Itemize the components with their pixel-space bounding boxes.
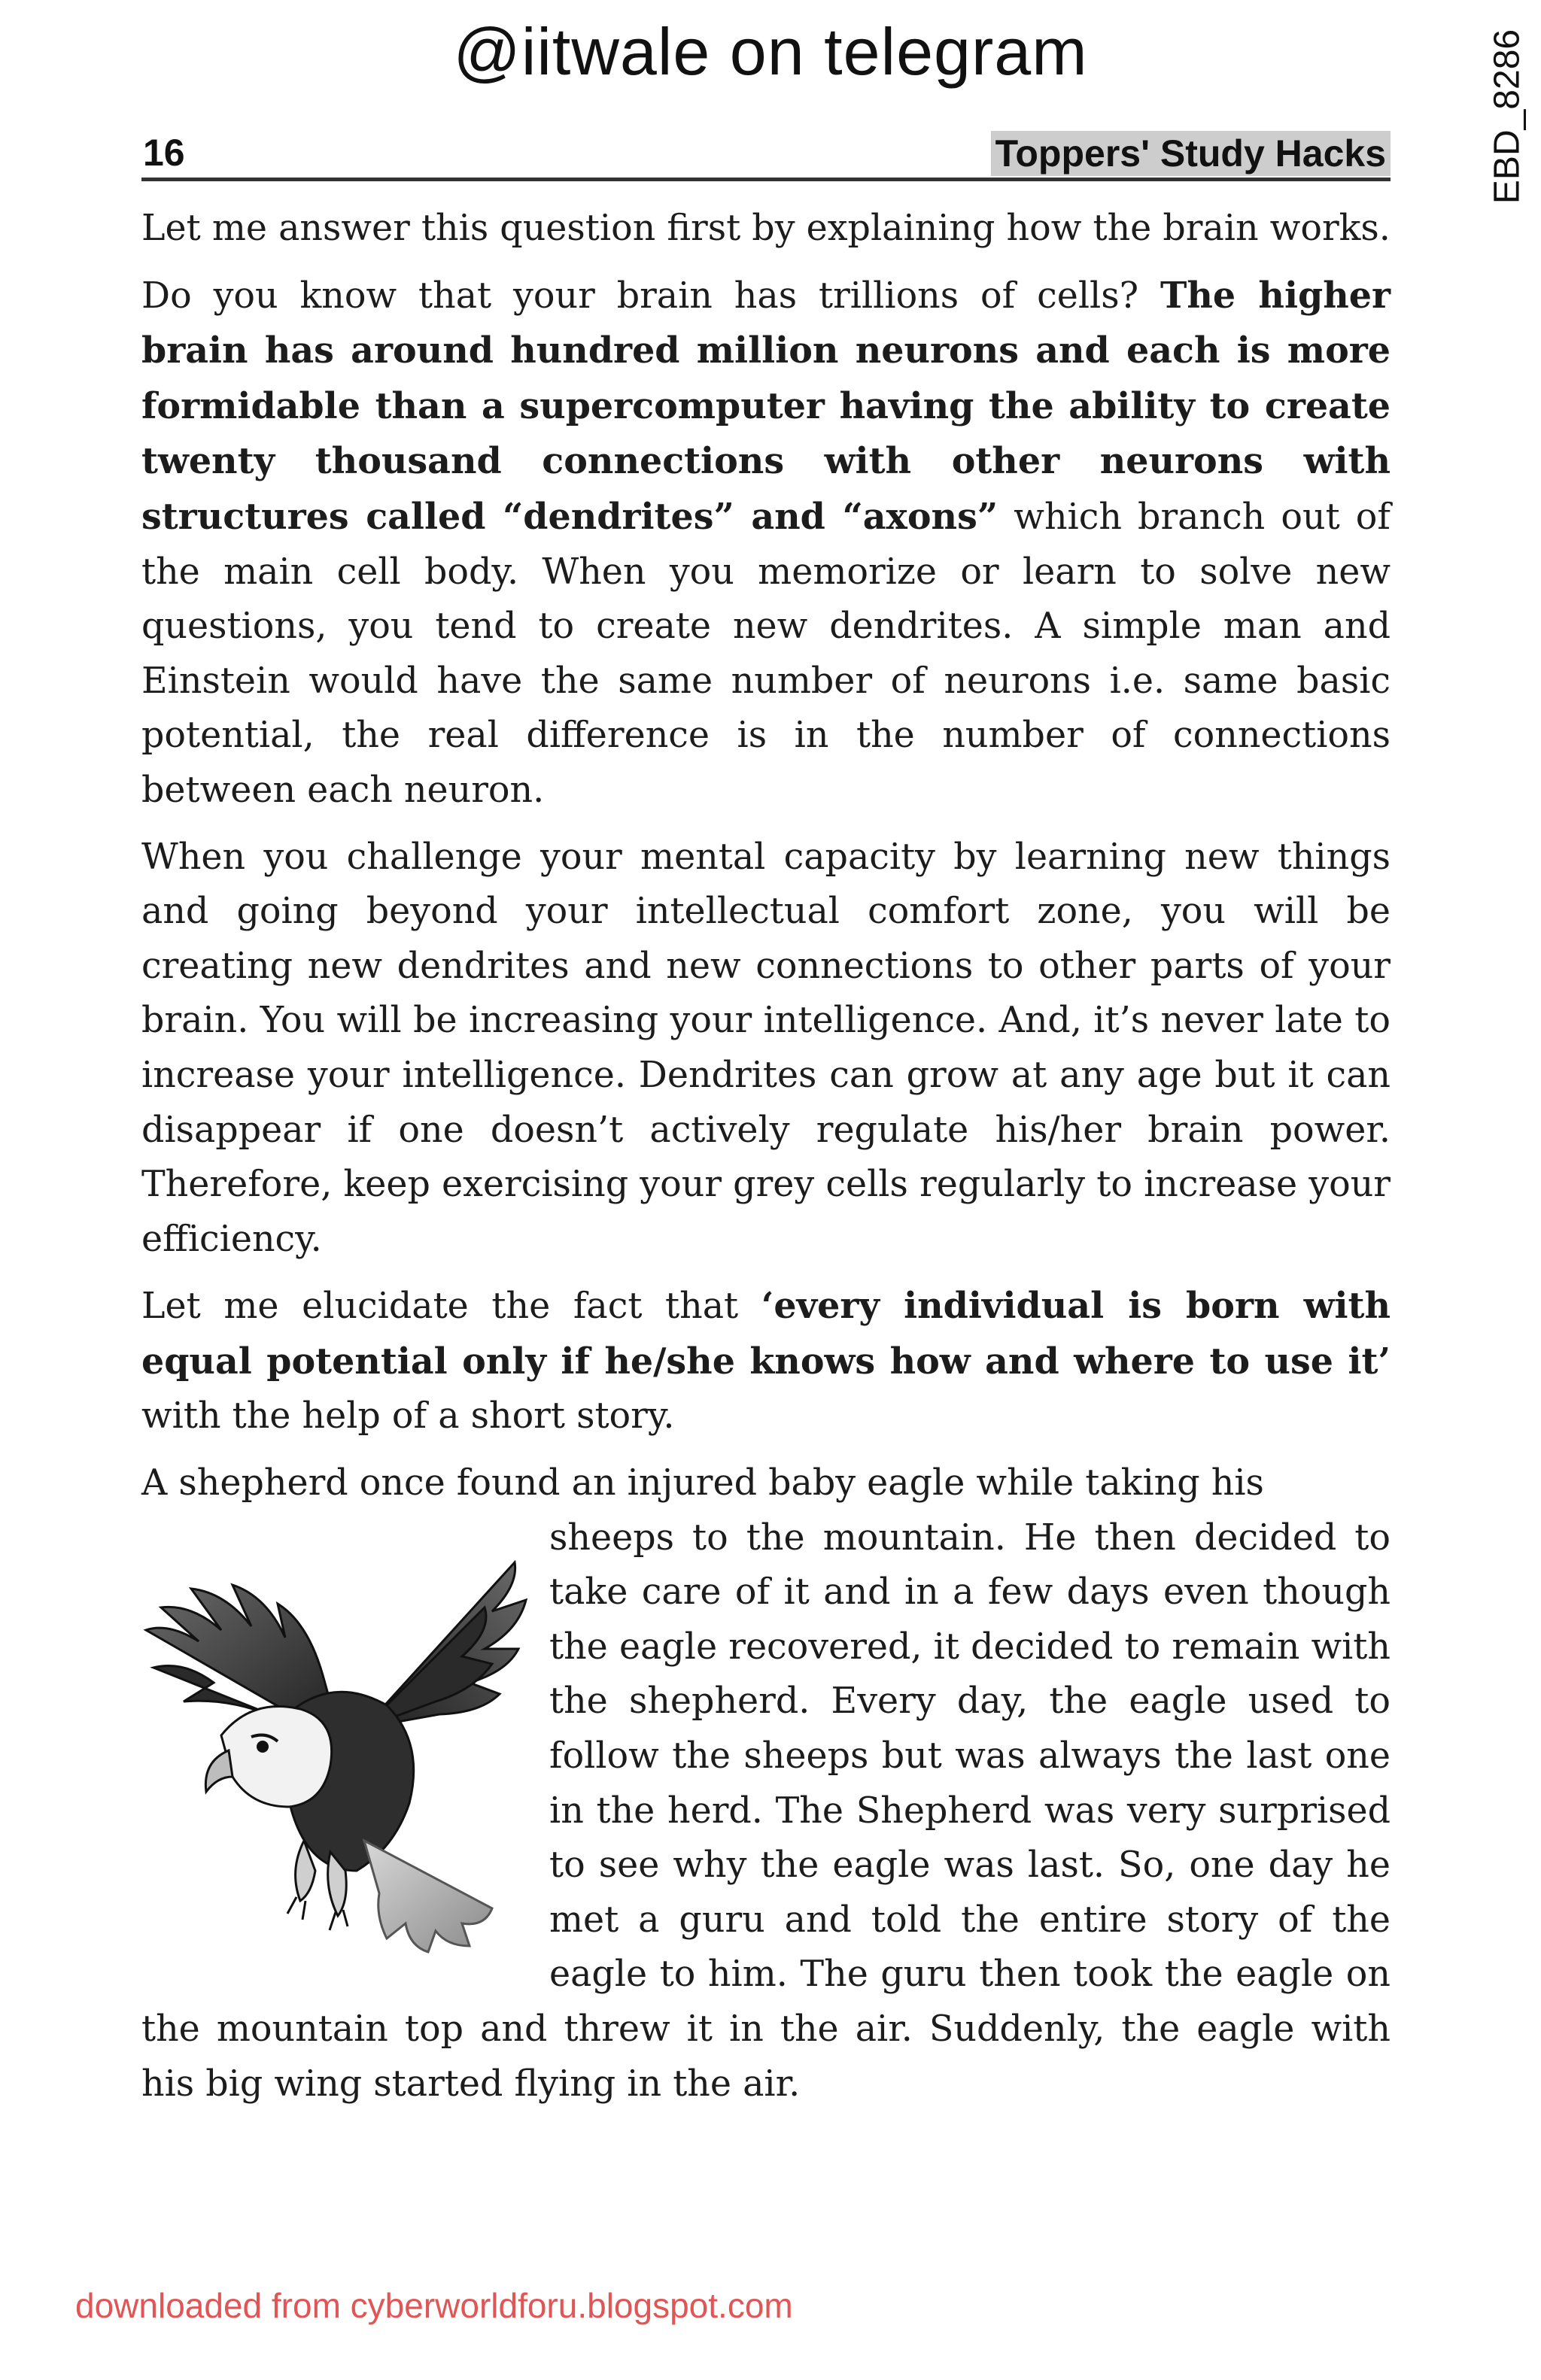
book-title: Toppers' Study Hacks <box>991 131 1391 176</box>
side-code <box>1481 23 1533 211</box>
paragraph-brain-cells <box>141 269 1391 818</box>
telegram-watermark: @iitwale on telegram <box>453 14 1088 89</box>
paragraph-equal-potential-bold: ‘every individual is born with equal potential only if he/she knows how and where to use it’ <box>141 1285 1391 1383</box>
paragraph-mental-capacity-text: When you challenge your mental capacity by learning new things and going beyond your intellectual comfort zone, you will be creating new dendrites and new connections to other parts of your brain. You will be increasing your intelligence. And, it’s never late to increase your intelligence. Dendrites can grow at any age but it can disappear if one doesn’t actively regulate his/her brain power. Therefore, keep exercising your grey cells regularly to increase your efficiency. <box>141 836 1391 1260</box>
paragraph-equal-potential <box>141 1279 1391 1444</box>
paragraph-brain-cells-start: Do you know that your brain has trillions of cells? <box>141 275 1160 317</box>
footer-source-link[interactable]: downloaded from cyberworldforu.blogspot.com <box>75 2286 793 2325</box>
eagle-story-first-line: A shepherd once found an injured baby eagle while taking his <box>141 1462 1264 1504</box>
paragraph-eagle-story <box>141 1456 1391 2111</box>
paragraph-equal-potential-end: with the help of a short story. <box>141 1395 675 1437</box>
paragraph-equal-potential-start: Let me elucidate the fact that <box>141 1286 761 1328</box>
paragraph-intro <box>141 202 1391 257</box>
paragraph-intro-text: Let me answer this question first by explaining how the brain works. <box>141 208 1391 249</box>
paragraph-brain-cells-bold: The higher brain has around hundred million neurons and each is more formidable than a supercomputer having the ability to create twenty thousand connections with other neurons with structures called “dendrites” and “axons” <box>141 274 1391 538</box>
eagle-story-rest: sheeps to the mountain. He then decided to take care of it and in a few days even though the eagle recovered, it decided to remain with the shepherd. Every day, the eagle used to follow the sheeps but was always the last one in the herd. The Shepherd was very surprised to see why the eagle was last. So, one day he met a guru and told the entire story of the eagle to him. The guru then took the eagle on the mountain top and threw it in the air. Suddenly, the eagle with his big wing started flying in the air. <box>141 1516 1391 2105</box>
side-code-text: EBD_8286 <box>1487 29 1527 205</box>
page-body <box>141 202 1391 2123</box>
running-header <box>141 128 1391 181</box>
paragraph-brain-cells-end: which branch out of the main cell body. When you memorize or learn to solve new questions, you tend to create new dendrites. A simple man and Einstein would have the same number of neurons i.e. same basic potential, the real difference is in the number of connections between each neuron. <box>141 496 1391 811</box>
page-number: 16 <box>143 132 185 174</box>
eagle-icon <box>138 1517 530 1953</box>
paragraph-mental-capacity <box>141 830 1391 1267</box>
